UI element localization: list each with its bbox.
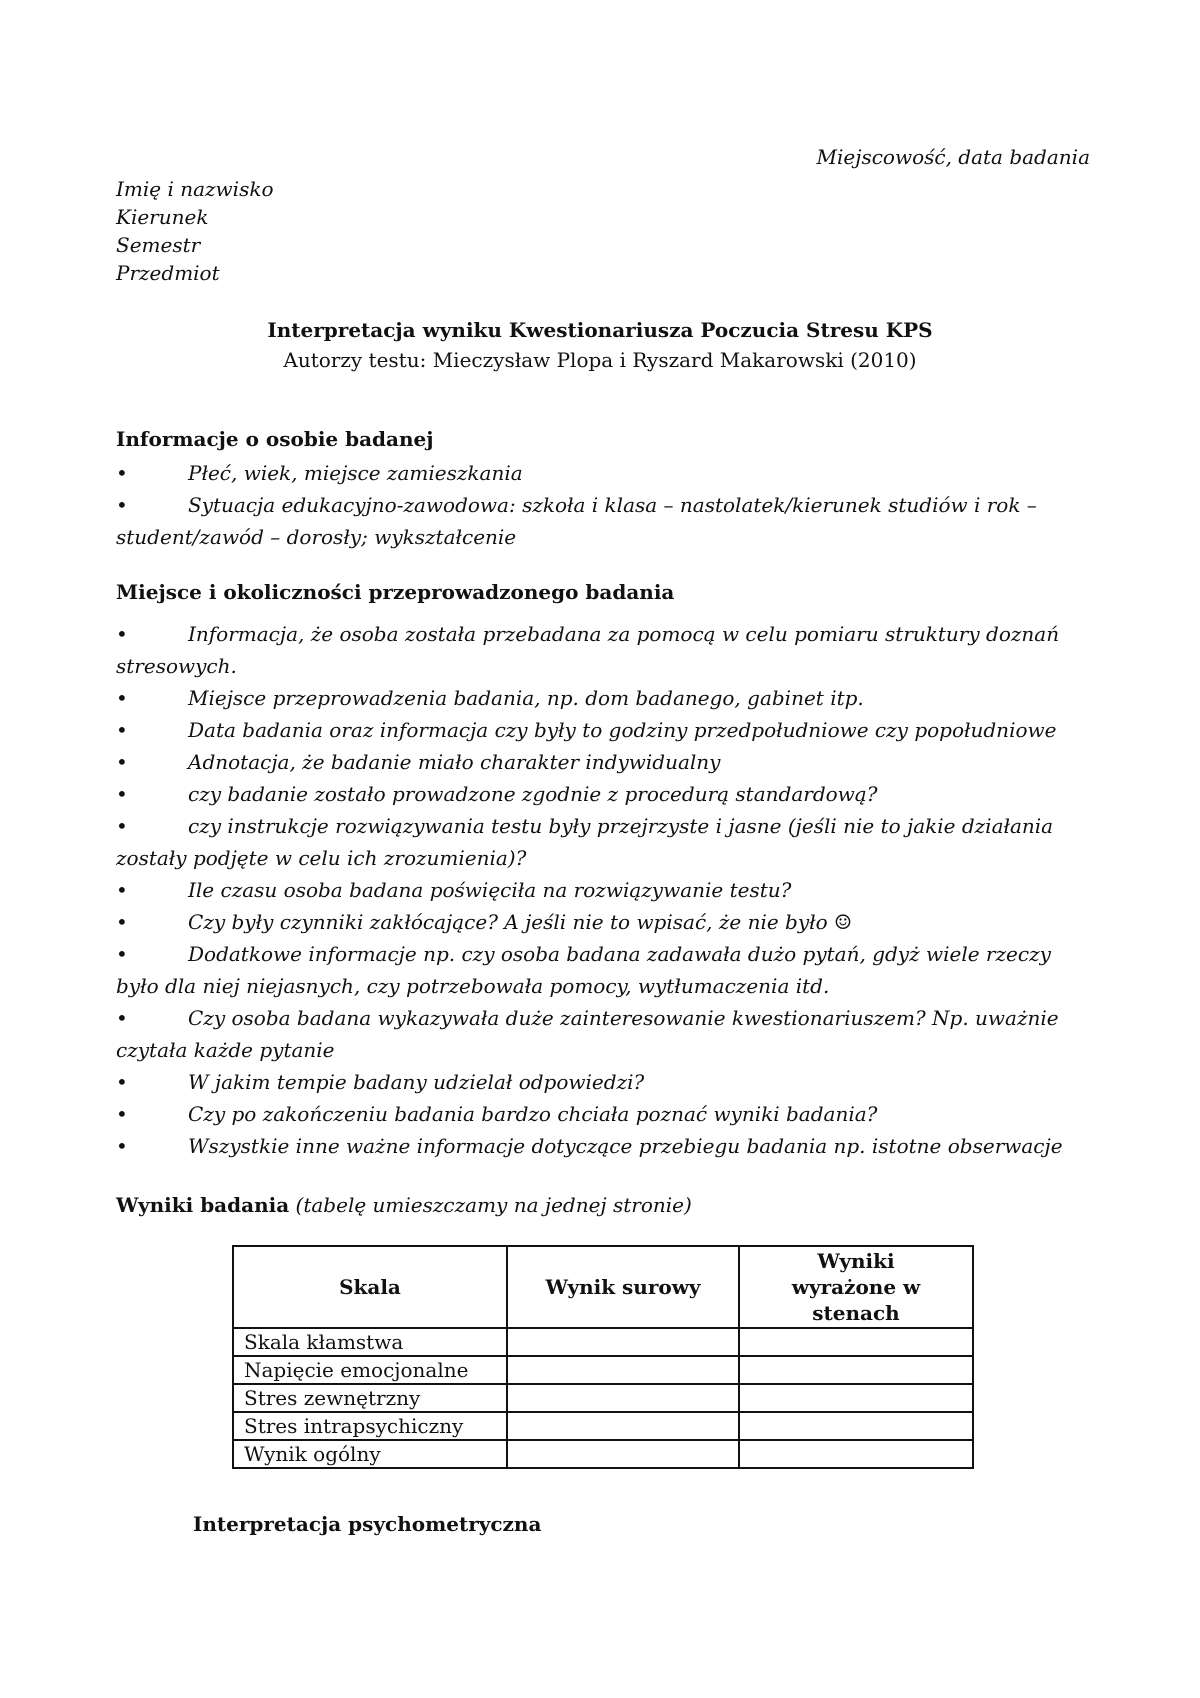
major-field: Kierunek — [116, 205, 209, 229]
raw-score-cell[interactable] — [507, 1384, 739, 1412]
semester-field: Semestr — [116, 233, 201, 257]
scale-name-cell: Stres intrapsychiczny — [233, 1412, 507, 1440]
bullet-icon: • — [116, 1070, 128, 1094]
list-item — [116, 489, 1086, 553]
list-item-text: Dodatkowe informacje np. czy osoba badana zadawała dużo pytań, gdyż wiele rzeczy było dla niej niejasnych, czy potrzebowała pomocy, wytłumaczenia itd. — [116, 942, 1051, 998]
section-person-list — [116, 457, 1086, 553]
bullet-icon: • — [116, 686, 128, 710]
list-item — [116, 906, 1086, 938]
column-header-sten-score — [739, 1246, 973, 1328]
list-item — [116, 714, 1086, 746]
section-place-heading: Miejsce i okoliczności przeprowadzonego badania — [116, 580, 675, 604]
list-item-text: W jakim tempie badany udzielał odpowiedzi? — [188, 1070, 645, 1094]
column-header-scale: Skala — [233, 1246, 507, 1328]
bullet-icon: • — [116, 750, 128, 774]
sten-score-cell[interactable] — [739, 1356, 973, 1384]
bullet-icon: • — [116, 1102, 128, 1126]
document-title: Interpretacja wyniku Kwestionariusza Poczucia Stresu KPS — [267, 318, 933, 342]
list-item-text: Płeć, wiek, miejsce zamieszkania — [188, 461, 523, 485]
results-table — [232, 1245, 974, 1469]
sten-score-cell[interactable] — [739, 1440, 973, 1468]
bullet-icon: • — [116, 493, 128, 517]
raw-score-cell[interactable] — [507, 1328, 739, 1356]
table-row — [233, 1356, 973, 1384]
raw-score-cell[interactable] — [507, 1440, 739, 1468]
scale-name-cell: Wynik ogólny — [233, 1440, 507, 1468]
list-item — [116, 1130, 1086, 1162]
results-heading — [116, 1193, 692, 1217]
section-place — [116, 578, 1086, 1162]
list-item-text: czy badanie zostało prowadzone zgodnie z procedurą standardową? — [188, 782, 878, 806]
document-subtitle: Autorzy testu: Mieczysław Plopa i Ryszard Makarowski (2010) — [283, 348, 917, 372]
bullet-icon: • — [116, 718, 128, 742]
section-person — [116, 425, 1086, 553]
list-item — [116, 874, 1086, 906]
list-item-text: Data badania oraz informacja czy były to godziny przedpołudniowe czy popołudniowe — [188, 718, 1057, 742]
list-item — [116, 682, 1086, 714]
list-item-text: Adnotacja, że badanie miało charakter indywidualny — [188, 750, 721, 774]
raw-score-cell[interactable] — [507, 1356, 739, 1384]
bullet-icon: • — [116, 461, 128, 485]
scale-name-cell: Stres zewnętrzny — [233, 1384, 507, 1412]
list-item-text: Czy osoba badana wykazywała duże zainteresowanie kwestionariuszem? Np. uważnie czytała każde pytanie — [116, 1006, 1059, 1062]
scale-name-cell: Napięcie emocjonalne — [233, 1356, 507, 1384]
column-header-raw-score: Wynik surowy — [507, 1246, 739, 1328]
bullet-icon: • — [116, 942, 128, 966]
subject-field: Przedmiot — [116, 261, 220, 285]
results-heading-label: Wyniki badania — [116, 1193, 290, 1217]
section-place-list — [116, 618, 1086, 1162]
table-row — [233, 1412, 973, 1440]
bullet-icon: • — [116, 1134, 128, 1158]
list-item-text: Miejsce przeprowadzenia badania, np. dom badanego, gabinet itp. — [188, 686, 864, 710]
section-person-heading: Informacje o osobie badanej — [116, 427, 434, 451]
list-item-text: Ile czasu osoba badana poświęciła na rozwiązywanie testu? — [188, 878, 792, 902]
list-item-text: Czy były czynniki zakłócające? A jeśli nie to wpisać, że nie było ☺ — [188, 910, 852, 934]
list-item — [116, 938, 1086, 1002]
list-item — [116, 1066, 1086, 1098]
results-table-header-row — [233, 1246, 973, 1328]
sten-score-cell[interactable] — [739, 1328, 973, 1356]
results-table-body — [233, 1328, 973, 1468]
raw-score-cell[interactable] — [507, 1412, 739, 1440]
list-item — [116, 1098, 1086, 1130]
list-item-text: Czy po zakończeniu badania bardzo chciała poznać wyniki badania? — [188, 1102, 878, 1126]
scale-name-cell: Skala kłamstwa — [233, 1328, 507, 1356]
list-item — [116, 810, 1086, 874]
list-item-text: Sytuacja edukacyjno-zawodowa: szkoła i klasa – nastolatek/kierunek studiów i rok – student/zawód – dorosły; wykształcenie — [116, 493, 1037, 549]
list-item-text: czy instrukcje rozwiązywania testu były przejrzyste i jasne (jeśli nie to jakie działania zostały podjęte w celu ich zrozumienia)? — [116, 814, 1054, 870]
list-item — [116, 457, 1086, 489]
list-item — [116, 778, 1086, 810]
bullet-icon: • — [116, 782, 128, 806]
list-item-text: Wszystkie inne ważne informacje dotyczące przebiegu badania np. istotne obserwacje — [188, 1134, 1063, 1158]
results-heading-note: (tabelę umieszczamy na jednej stronie) — [295, 1193, 692, 1217]
sten-score-cell[interactable] — [739, 1412, 973, 1440]
list-item — [116, 746, 1086, 778]
name-field: Imię i nazwisko — [116, 177, 274, 201]
bullet-icon: • — [116, 814, 128, 838]
title-block — [0, 315, 1200, 375]
table-row — [233, 1384, 973, 1412]
bullet-icon: • — [116, 910, 128, 934]
bullet-icon: • — [116, 1006, 128, 1030]
psychometric-interpretation-heading: Interpretacja psychometryczna — [193, 1512, 542, 1536]
table-row — [233, 1440, 973, 1468]
place-date-field: Miejscowość, data badania — [816, 145, 1090, 169]
header-fields — [116, 175, 274, 287]
table-row — [233, 1328, 973, 1356]
column-header-sten-score-label: Wyniki wyrażone w stenach — [791, 1249, 921, 1325]
list-item-text: Informacja, że osoba została przebadana za pomocą w celu pomiaru struktury doznań stresowych. — [116, 622, 1060, 678]
sten-score-cell[interactable] — [739, 1384, 973, 1412]
list-item — [116, 1002, 1086, 1066]
bullet-icon: • — [116, 878, 128, 902]
list-item — [116, 618, 1086, 682]
bullet-icon: • — [116, 622, 128, 646]
